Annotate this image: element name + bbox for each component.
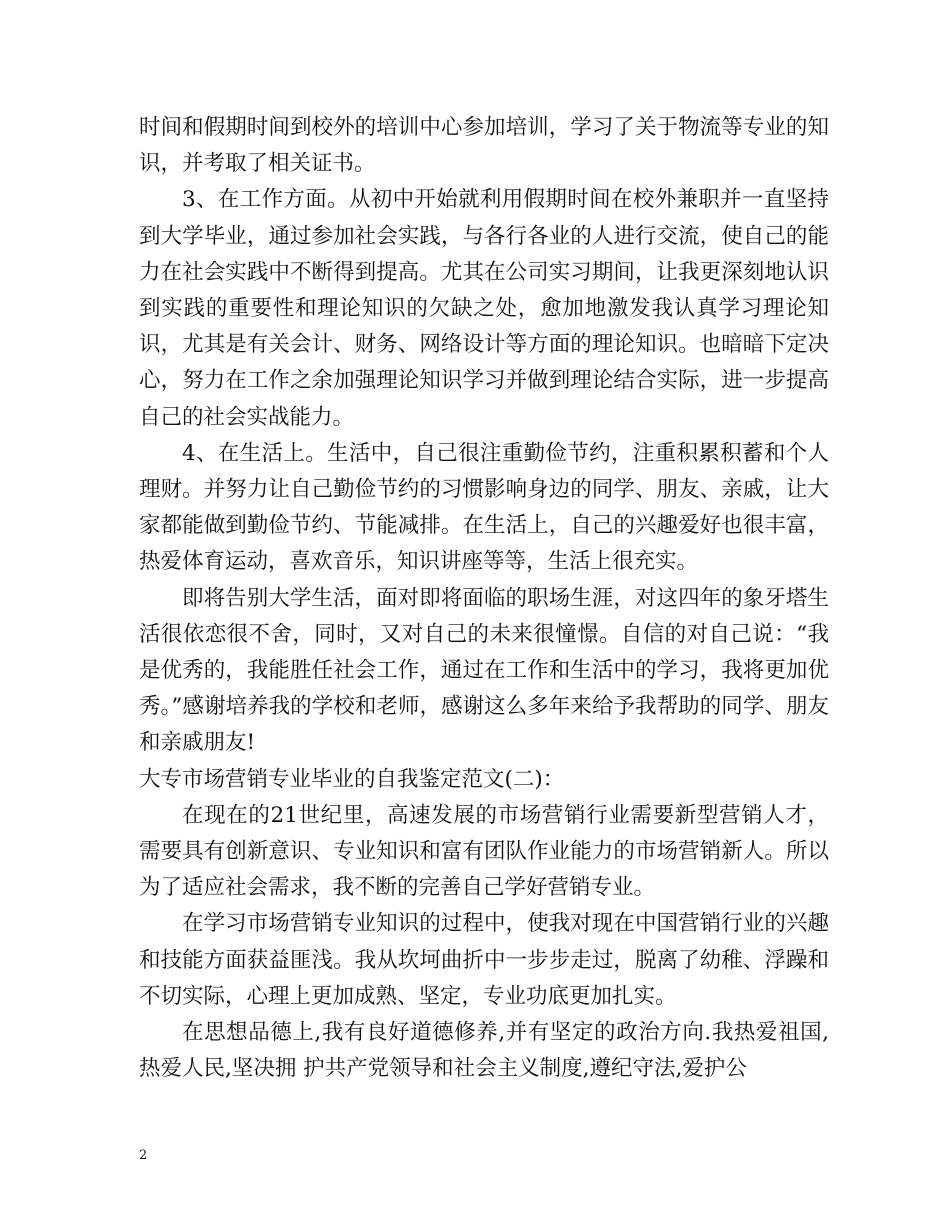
paragraph-life: 4、在生活上。生活中，自己很注重勤俭节约，注重积累积蓄和个人理财。并努力让自己勤俭节约的习惯影响身边的同学、朋友、亲戚，让大家都能做到勤俭节约、节能减排。在生活上，自己的兴趣爱好也很丰富，热爱体育运动，喜欢音乐，知识讲座等等，生活上很充实。	[139, 440, 829, 575]
page-number: 2	[139, 1148, 148, 1163]
paragraph-training-continued: 时间和假期时间到校外的培训中心参加培训，学习了关于物流等专业的知识，并考取了相关证书。	[139, 115, 829, 177]
paragraph-farewell: 即将告别大学生活，面对即将面临的职场生涯，对这四年的象牙塔生活很依恋很不舍，同时，又对自己的未来很憧憬。自信的对自己说：“我是优秀的，我能胜任社会工作，通过在工作和生活中的学习，我将更加优秀。”感谢培养我的学校和老师，感谢这么多年来给予我帮助的同学、朋友和亲戚朋友!	[139, 585, 829, 756]
paragraph-learning-process: 在学习市场营销专业知识的过程中，使我对现在中国营销行业的兴趣和技能方面获益匪浅。我从坎坷曲折中一步步走过，脱离了幼稚、浮躁和不切实际，心理上更加成熟、坚定，专业功底更加扎实。	[139, 911, 829, 1009]
section-heading-sample-two: 大专市场营销专业毕业的自我鉴定范文(二)：	[139, 766, 565, 792]
document-body	[139, 110, 829, 1087]
paragraph-moral-character: 在思想品德上,我有良好道德修养,并有坚定的政治方向.我热爱祖国,热爱人民,坚决拥 护共产党领导和社会主义制度,遵纪守法,爱护公	[139, 1020, 829, 1082]
paragraph-marketing-industry: 在现在的21世纪里，高速发展的市场营销行业需要新型营销人才，需要具有创新意识、专业知识和富有团队作业能力的市场营销新人。所以为了适应社会需求，我不断的完善自己学好营销专业。	[139, 802, 829, 901]
paragraph-work: 3、在工作方面。从初中开始就利用假期时间在校外兼职并一直坚持到大学毕业，通过参加社会实践，与各行各业的人进行交流，使自己的能力在社会实践中不断得到提高。尤其在公司实习期间，让我更深刻地认识到实践的重要性和理论知识的欠缺之处，愈加地激发我认真学习理论知识，尤其是有关会计、财务、网络设计等方面的理论知识。也暗暗下定决心，努力在工作之余加强理论知识学习并做到理论结合实际，进一步提高自己的社会实战能力。	[139, 187, 829, 430]
